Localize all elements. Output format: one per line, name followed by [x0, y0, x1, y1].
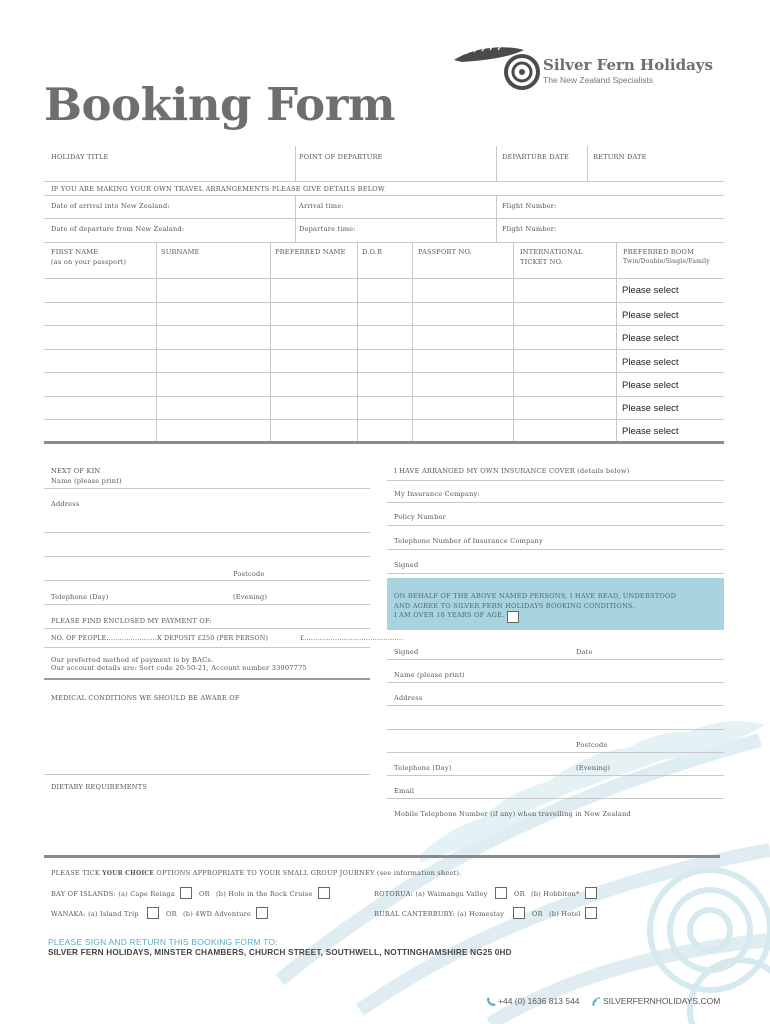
decl-signed-label: Signed: [394, 648, 419, 656]
page-title: Booking Form: [44, 78, 396, 131]
insurance-heading: I HAVE ARRANGED MY OWN INSURANCE COVER (details below): [394, 467, 630, 475]
departure-time-label: Departure time:: [299, 225, 356, 233]
bay-option-a-checkbox[interactable]: [180, 887, 192, 899]
payment-people-line: NO. OF PEOPLE.......................X DEPOSIT £250 (PER PERSON): [51, 635, 269, 642]
payment-method: Our preferred method of payment is by BACs.: [51, 656, 214, 664]
options-heading: PLEASE TICK YOUR CHOICE OPTIONS APPROPRIATE TO YOUR SMALL GROUP JOURNEY (see information sheet).: [51, 869, 462, 877]
col-room-note: Twin/Double/Single/Family: [623, 258, 710, 265]
kin-tel-evening-label: (Evening): [233, 593, 268, 601]
col-first-name-note: (as on your passport): [51, 258, 127, 266]
web-icon: [592, 997, 601, 1006]
arrival-date-label: Date of arrival into New Zealand:: [51, 202, 170, 210]
col-first-name: FIRST NAME: [51, 248, 99, 256]
col-preferred-name: PREFERRED NAME: [275, 248, 346, 256]
canterbury-option-a-checkbox[interactable]: [513, 907, 525, 919]
policy-number-label: Policy Number: [394, 513, 447, 521]
wanaka-option-a-label: WANAKA: (a) Island Trip: [51, 910, 139, 918]
room-select-5[interactable]: Please select: [622, 380, 679, 391]
bay-option-a-label: BAY OF ISLANDS: (a) Cape Reinga: [51, 890, 175, 898]
col-ticket-2: TICKET NO.: [520, 258, 564, 266]
room-select-2[interactable]: Please select: [622, 310, 679, 321]
wanaka-option-b-checkbox[interactable]: [256, 907, 268, 919]
point-of-departure-label: POINT OF DEPARTURE: [299, 153, 383, 161]
col-dob: D.O.B: [362, 248, 383, 256]
col-passport: PASSPORT NO.: [418, 248, 472, 256]
declaration-line-2: AND AGREE TO SILVER FERN HOLIDAYS BOOKING CONDITIONS.: [394, 602, 635, 610]
decl-tel-day-label: Telephone (Day): [394, 764, 452, 772]
decl-email-label: Email: [394, 787, 415, 795]
next-of-kin-heading: NEXT OF KIN: [51, 467, 101, 475]
own-travel-heading: IF YOU ARE MAKING YOUR OWN TRAVEL ARRANGEMENTS PLEASE GIVE DETAILS BELOW: [51, 185, 385, 193]
age-confirm-checkbox[interactable]: [507, 611, 519, 623]
kin-postcode-label: Postcode: [233, 570, 265, 578]
dietary-heading: DIETARY REQUIREMENTS: [51, 783, 148, 791]
wanaka-option-a-checkbox[interactable]: [147, 907, 159, 919]
room-select-4[interactable]: Please select: [622, 357, 679, 368]
rotorua-option-a-label: ROTORUA: (a) Waimangu Valley: [374, 890, 488, 898]
declaration-line-3: I AM OVER 18 YEARS OF AGE.: [394, 611, 505, 619]
col-ticket-1: INTERNATIONAL: [520, 248, 583, 256]
medical-heading: MEDICAL CONDITIONS WE SHOULD BE AWARE OF: [51, 694, 240, 702]
decl-postcode-label: Postcode: [576, 741, 608, 749]
footer-phone: +44 (0) 1636 813 544: [498, 996, 580, 1006]
bay-option-b-label: (b) Hole in the Rock Cruise: [216, 890, 313, 898]
canterbury-option-b-checkbox[interactable]: [585, 907, 597, 919]
insurance-tel-label: Telephone Number of Insurance Company: [394, 537, 543, 545]
bay-or-label: OR: [199, 890, 210, 898]
canterbury-or-label: OR: [532, 910, 543, 918]
decl-name-label: Name (please print): [394, 671, 465, 679]
return-form-heading: PLEASE SIGN AND RETURN THIS BOOKING FORM TO:: [48, 937, 278, 947]
return-address: SILVER FERN HOLIDAYS, MINSTER CHAMBERS, CHURCH STREET, SOUTHWELL, NOTTINGHAMSHIRE NG25 0HD: [48, 948, 512, 957]
insurance-company-label: My Insurance Company:: [394, 490, 480, 498]
room-select-3[interactable]: Please select: [622, 333, 679, 344]
fern-watermark: [240, 680, 770, 1024]
decl-tel-evening-label: (Evening): [576, 764, 611, 772]
room-select-1[interactable]: Please select: [622, 285, 679, 296]
holiday-title-label: HOLIDAY TITLE: [51, 153, 109, 161]
wanaka-or-label: OR: [166, 910, 177, 918]
canterbury-option-a-label: RURAL CANTERBURY: (a) Homestay: [374, 910, 505, 918]
payment-heading: PLEASE FIND ENCLOSED MY PAYMENT OF:: [51, 617, 212, 625]
footer-website[interactable]: SILVERFERNHOLIDAYS.COM: [603, 996, 721, 1006]
departure-date-label: DEPARTURE DATE: [502, 153, 570, 161]
col-room: PREFERRED ROOM: [623, 248, 695, 256]
rotorua-or-label: OR: [514, 890, 525, 898]
rotorua-option-a-checkbox[interactable]: [495, 887, 507, 899]
kin-tel-day-label: Telephone (Day): [51, 593, 109, 601]
room-select-6[interactable]: Please select: [622, 403, 679, 414]
wanaka-option-b-label: (b) 4WD Adventure: [183, 910, 252, 918]
departure-date-nz-label: Date of departure from New Zealand:: [51, 225, 185, 233]
arrival-time-label: Arrival time:: [299, 202, 344, 210]
brand-name: Silver Fern Holidays: [543, 56, 713, 74]
payment-account: Our account details are: Sort code 20-50-21, Account number 33907775: [51, 664, 307, 672]
col-surname: SURNAME: [161, 248, 200, 256]
bay-option-b-checkbox[interactable]: [318, 887, 330, 899]
payment-amount-line: £.............................................: [300, 635, 404, 642]
kin-name-label: Name (please print): [51, 477, 122, 485]
rotorua-option-b-checkbox[interactable]: [585, 887, 597, 899]
departure-flight-label: Flight Number:: [502, 225, 557, 233]
declaration-line-1: ON BEHALF OF THE ABOVE NAMED PERSONS, I HAVE READ, UNDERSTOOD: [394, 592, 677, 600]
decl-date-label: Date: [576, 648, 593, 656]
insurance-signed-label: Signed: [394, 561, 419, 569]
phone-icon: [486, 997, 496, 1006]
rotorua-option-b-label: (b) Hobbiton*: [531, 890, 580, 898]
return-date-label: RETURN DATE: [593, 153, 647, 161]
arrival-flight-label: Flight Number:: [502, 202, 557, 210]
decl-address-label: Address: [394, 694, 423, 702]
kin-address-label: Address: [51, 500, 80, 508]
canterbury-option-b-label: (b) Hotel: [549, 910, 581, 918]
brand-tagline: The New Zealand Specialists: [543, 75, 654, 85]
room-select-7[interactable]: Please select: [622, 426, 679, 437]
fern-logo-icon: [452, 42, 540, 92]
decl-mobile-label: Mobile Telephone Number (if any) when travelling in New Zealand: [394, 810, 631, 818]
